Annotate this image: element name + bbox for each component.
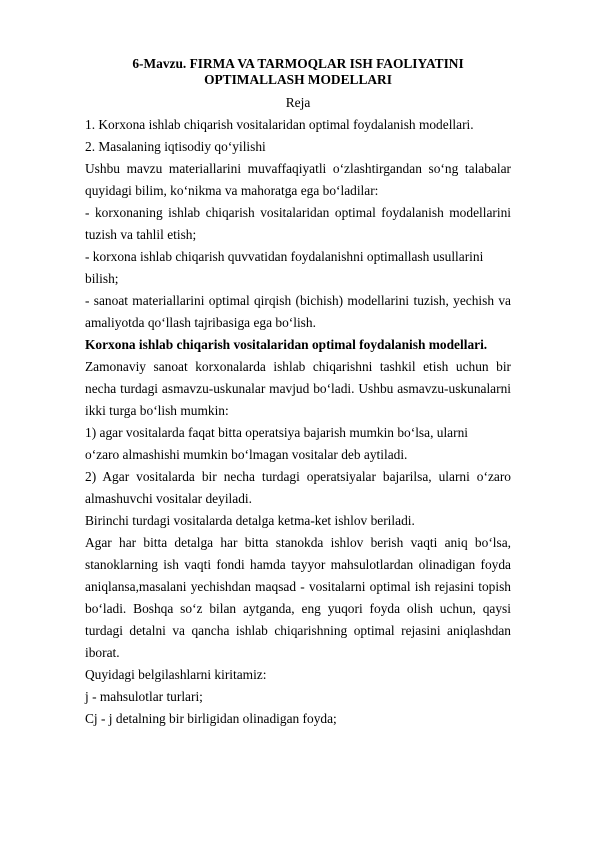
body-paragraph: Zamonaviy sanoat korxonalarda ishlab chiqarishni tashkil etish uchun bir necha turdagi asmavzu-uskunalar mavjud bo‘ladi. Ushbu asmavzu-uskunalarni ikki turga bo‘lish mumkin: [85,359,511,418]
notation-intro: Quyidagi belgilashlarni kiritamiz: [85,667,267,682]
goal-item-1: - korxonaning ishlab chiqarish vositalaridan optimal foydalanish modellarini tuzish va tahlil etish; [85,205,511,242]
section-heading: Korxona ishlab chiqarish vositalaridan optimal foydalanish modellari. [85,337,488,352]
intro-paragraph: Ushbu mavzu materiallarini muvaffaqiyatli o‘zlashtirgandan so‘ng talabalar quyidagi bilim, ko‘nikma va mahoratga ega bo‘ladilar: [85,161,511,198]
goal-item-2: - korxona ishlab chiqarish quvvatidan foydalanishni optimallash usullarini bilish; [85,249,484,286]
goal-item-3: - sanoat materiallarini optimal qirqish (bichish) modellarini tuzish, yechish va amaliyotda qo‘llash tajribasiga ega bo‘lish. [85,293,511,330]
plan-item-2: 2. Masalaning iqtisodiy qo‘yilishi [85,139,266,154]
notation-item: Cj - j detalning bir birligidan olinadigan foyda; [85,711,337,726]
body-paragraph: Agar har bitta detalga har bitta stanokda ishlov berish vaqti aniq bo‘lsa, stanoklarning ish vaqti fondi hamda tayyor mahsulotlardan olinadigan foyda aniqlansa,masalani yechishdan maqsad - vositalarni optimal ish rejasini topish bo‘ladi. Boshqa so‘z bilan aytganda, eng yuqori foyda olish uchun, qaysi turdagi detalni va qancha ishlab chiqarishning optimal rejasini aniqlashdan iborat. [85,535,511,660]
plan-heading: Reja [285,95,311,110]
notation-item: j - mahsulotlar turlari; [85,689,203,704]
body-paragraph: Birinchi turdagi vositalarda detalga ketma-ket ishlov beriladi. [85,513,415,528]
document-page [85,52,511,730]
plan-item-1: 1. Korxona ishlab chiqarish vositalaridan optimal foydalanish modellari. [85,117,474,132]
list-item-2: 2) Agar vositalarda bir necha turdagi operatsiyalar bajarilsa, ularni o‘zaro almashuvchi vositalar deyiladi. [85,469,511,506]
document-title: 6-Mavzu. FIRMA VA TARMOQLAR ISH FAOLIYATINI OPTIMALLASH MODELLARI [132,56,464,87]
list-item-1: 1) agar vositalarda faqat bitta operatsiya bajarish mumkin bo‘lsa, ularni o‘zaro almashishi mumkin bo‘lmagan vositalar deb aytiladi. [85,425,468,462]
